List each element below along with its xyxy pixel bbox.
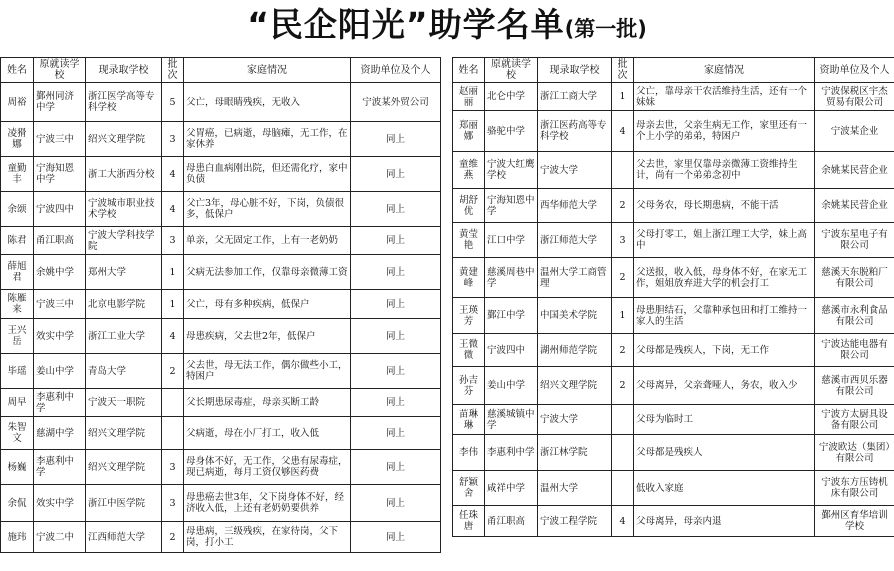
table-row	[1, 522, 441, 553]
cell-orig: 江口中学	[485, 223, 538, 258]
table-row	[453, 405, 894, 435]
cell-sponsor: 慈溪市西贝乐器有限公司	[815, 367, 894, 405]
column-header-name: 姓名	[1, 58, 34, 83]
column-header-batch: 批次	[162, 58, 184, 83]
cell-family: 父亡，母有多种疾病，低保户	[184, 290, 351, 319]
cell-family: 父母离异，母亲内退	[634, 506, 815, 537]
cell-orig: 宁波三中	[34, 122, 86, 157]
cell-admit: 宁波大学	[538, 152, 612, 189]
cell-orig: 慈溪城镇中学	[485, 405, 538, 435]
cell-sponsor: 宁波达能电器有限公司	[815, 334, 894, 367]
cell-batch: 4	[612, 506, 634, 537]
cell-admit: 温州大学	[538, 471, 612, 506]
cell-sponsor: 鄞州区育华培训学校	[815, 506, 894, 537]
cell-sponsor: 宁波保税区宇杰贸易有限公司	[815, 83, 894, 111]
table-row	[1, 192, 441, 227]
table-row	[453, 152, 894, 189]
document-title	[0, 0, 894, 54]
cell-sponsor: 同上	[351, 485, 441, 522]
cell-name: 施玮	[1, 522, 34, 553]
cell-orig: 姜山中学	[34, 354, 86, 389]
right-table	[452, 57, 894, 537]
cell-family: 父病无法参加工作，仅靠母亲微薄工资	[184, 255, 351, 290]
column-header-sponsor: 资助单位及个人	[815, 58, 894, 83]
column-header-family: 家庭情况	[634, 58, 815, 83]
cell-orig: 宁波四中	[485, 334, 538, 367]
cell-sponsor: 同上	[351, 354, 441, 389]
cell-family: 母身体不好，无工作，父患有尿毒症，现已病逝，每月工资仅够医药费	[184, 450, 351, 485]
cell-family: 父亡，靠母亲干农活维持生活，还有一个妹妹	[634, 83, 815, 111]
cell-admit: 西华师范大学	[538, 189, 612, 223]
cell-sponsor: 宁波欧达（集团）有限公司	[815, 435, 894, 471]
cell-admit: 浙江中医学院	[86, 485, 162, 522]
cell-name: 胡舒优	[453, 189, 485, 223]
cell-name: 童维燕	[453, 152, 485, 189]
table-row	[453, 83, 894, 111]
cell-batch: 3	[162, 450, 184, 485]
cell-batch: 4	[162, 192, 184, 227]
cell-orig: 效实中学	[34, 485, 86, 522]
cell-admit: 绍兴文理学院	[538, 367, 612, 405]
table-row	[453, 189, 894, 223]
cell-orig: 李惠利中学	[34, 450, 86, 485]
table-row	[1, 319, 441, 354]
cell-orig: 骆驼中学	[485, 111, 538, 152]
table-row	[1, 157, 441, 192]
cell-name: 舒颖舍	[453, 471, 485, 506]
column-header-name: 姓名	[453, 58, 485, 83]
cell-batch: 3	[612, 223, 634, 258]
cell-name: 余颂	[1, 192, 34, 227]
cell-admit: 绍兴文理学院	[86, 122, 162, 157]
cell-family: 父母离异，父亲聋哑人，务农，收入少	[634, 367, 815, 405]
cell-admit: 绍兴文理学院	[86, 417, 162, 450]
cell-family: 父病逝，母在小厂打工，收入低	[184, 417, 351, 450]
cell-admit: 宁波工程学院	[538, 506, 612, 537]
cell-batch	[162, 389, 184, 417]
cell-name: 余侃	[1, 485, 34, 522]
cell-admit: 温州大学工商管理	[538, 258, 612, 298]
cell-orig: 宁波二中	[34, 522, 86, 553]
cell-name: 陈雁来	[1, 290, 34, 319]
table-row	[453, 223, 894, 258]
table-row	[453, 435, 894, 471]
cell-admit: 浙工大浙西分校	[86, 157, 162, 192]
column-header-admit: 现录取学校	[86, 58, 162, 83]
cell-name: 薛旭君	[1, 255, 34, 290]
cell-sponsor: 慈溪天东脱粕厂有限公司	[815, 258, 894, 298]
cell-sponsor: 同上	[351, 389, 441, 417]
cell-name: 郑丽娜	[453, 111, 485, 152]
cell-admit: 浙江工业大学	[86, 319, 162, 354]
cell-admit: 浙江师范大学	[538, 223, 612, 258]
cell-name: 周早	[1, 389, 34, 417]
cell-sponsor: 同上	[351, 122, 441, 157]
cell-name: 苗琳琳	[453, 405, 485, 435]
cell-admit: 中国美术学院	[538, 298, 612, 334]
cell-orig: 鄞州同济中学	[34, 83, 86, 122]
cell-sponsor: 余姚某民营企业	[815, 189, 894, 223]
cell-batch: 2	[612, 334, 634, 367]
cell-family: 父亡3年，母心脏不好，下岗，负债很多，低保户	[184, 192, 351, 227]
cell-batch: 4	[612, 111, 634, 152]
cell-name: 童勤丰	[1, 157, 34, 192]
cell-batch: 2	[162, 354, 184, 389]
cell-orig: 宁波四中	[34, 192, 86, 227]
cell-batch	[612, 405, 634, 435]
cell-orig: 姜山中学	[485, 367, 538, 405]
cell-family: 父去世，母无法工作，偶尔做些小工，特困户	[184, 354, 351, 389]
cell-sponsor: 同上	[351, 417, 441, 450]
cell-admit: 宁波大学	[538, 405, 612, 435]
cell-name: 陈君	[1, 227, 34, 255]
left-table	[0, 57, 441, 553]
cell-sponsor: 宁波某外贸公司	[351, 83, 441, 122]
cell-batch	[612, 471, 634, 506]
cell-orig: 余姚中学	[34, 255, 86, 290]
table-row	[1, 255, 441, 290]
cell-name: 杨巍	[1, 450, 34, 485]
cell-name: 王兴岳	[1, 319, 34, 354]
table-row	[453, 258, 894, 298]
cell-batch: 1	[612, 298, 634, 334]
column-header-batch: 批次	[612, 58, 634, 83]
cell-family: 父母都是残疾人	[634, 435, 815, 471]
table-row	[1, 417, 441, 450]
cell-admit: 宁波城市职业技术学校	[86, 192, 162, 227]
cell-family: 父母都是残疾人，下岗，无工作	[634, 334, 815, 367]
table-row	[1, 83, 441, 122]
cell-batch: 4	[162, 319, 184, 354]
cell-admit: 江西师范大学	[86, 522, 162, 553]
cell-batch: 4	[162, 157, 184, 192]
cell-sponsor: 同上	[351, 192, 441, 227]
cell-orig: 宁海知恩中学	[34, 157, 86, 192]
cell-admit: 浙江工商大学	[538, 83, 612, 111]
cell-batch: 2	[162, 522, 184, 553]
cell-family: 父去世，家里仅靠母亲微薄工资维持生计，尚有一个弟弟念初中	[634, 152, 815, 189]
cell-family: 母患病，三级残疾，在家待岗，父下岗，打小工	[184, 522, 351, 553]
cell-family: 父母打零工，姐上浙江理工大学，妹上高中	[634, 223, 815, 258]
cell-batch: 2	[612, 258, 634, 298]
cell-sponsor: 同上	[351, 450, 441, 485]
cell-family: 父胃癌，已病逝，母脑瘫，无工作，在家休养	[184, 122, 351, 157]
cell-name: 王微微	[453, 334, 485, 367]
cell-admit: 北京电影学院	[86, 290, 162, 319]
table-row	[453, 111, 894, 152]
cell-family: 父送报，收入低，母身体不好，在家无工作，姐姐放弃进大学的机会打工	[634, 258, 815, 298]
cell-sponsor: 宁波某企业	[815, 111, 894, 152]
cell-batch	[612, 152, 634, 189]
cell-sponsor: 慈溪市永利食品有限公司	[815, 298, 894, 334]
cell-batch: 1	[162, 290, 184, 319]
table-row	[1, 122, 441, 157]
column-header-admit: 现录取学校	[538, 58, 612, 83]
cell-batch: 1	[612, 83, 634, 111]
cell-sponsor: 同上	[351, 522, 441, 553]
cell-orig: 咸祥中学	[485, 471, 538, 506]
table-row	[1, 354, 441, 389]
cell-name: 任珠唐	[453, 506, 485, 537]
cell-admit: 浙江医药高等专科学校	[538, 111, 612, 152]
table-row	[1, 485, 441, 522]
cell-admit: 郑州大学	[86, 255, 162, 290]
cell-name: 王瑛芳	[453, 298, 485, 334]
cell-name: 李伟	[453, 435, 485, 471]
title-main: “民企阳光”助学名单	[247, 5, 565, 44]
cell-sponsor: 同上	[351, 255, 441, 290]
column-header-orig: 原就读学校	[34, 58, 86, 83]
cell-batch: 3	[162, 227, 184, 255]
cell-sponsor: 同上	[351, 319, 441, 354]
cell-admit: 浙江医学高等专科学校	[86, 83, 162, 122]
cell-batch: 2	[612, 189, 634, 223]
cell-orig: 慈湖中学	[34, 417, 86, 450]
cell-orig: 效实中学	[34, 319, 86, 354]
cell-orig: 宁波三中	[34, 290, 86, 319]
cell-orig: 北仑中学	[485, 83, 538, 111]
cell-family: 父亡，母眼睛残疾，无收入	[184, 83, 351, 122]
cell-name: 周裕	[1, 83, 34, 122]
cell-orig: 宁波大红鹰学校	[485, 152, 538, 189]
cell-admit: 湖州师范学院	[538, 334, 612, 367]
cell-family: 母患白血病刚出院，但还需化疗，家中负债	[184, 157, 351, 192]
table-row	[453, 334, 894, 367]
cell-sponsor: 同上	[351, 227, 441, 255]
table-row	[1, 290, 441, 319]
table-row	[453, 367, 894, 405]
cell-sponsor: 宁波东星电子有限公司	[815, 223, 894, 258]
cell-admit: 宁波天一职院	[86, 389, 162, 417]
table-row	[1, 389, 441, 417]
cell-batch: 3	[162, 485, 184, 522]
cell-family: 低收入家庭	[634, 471, 815, 506]
cell-family: 母患癌去世3年，父下岗身体不好，经济收入低，上还有老奶奶要供养	[184, 485, 351, 522]
cell-name: 赵丽丽	[453, 83, 485, 111]
column-header-family: 家庭情况	[184, 58, 351, 83]
cell-batch: 2	[612, 367, 634, 405]
cell-admit: 青岛大学	[86, 354, 162, 389]
cell-name: 黄莹艳	[453, 223, 485, 258]
cell-sponsor: 宁波东方压铸机床有限公司	[815, 471, 894, 506]
cell-orig: 鄞江中学	[485, 298, 538, 334]
cell-admit: 绍兴文理学院	[86, 450, 162, 485]
cell-family: 父长期患尿毒症，母亲买断工龄	[184, 389, 351, 417]
cell-orig: 甬江职高	[34, 227, 86, 255]
cell-admit: 宁波大学科技学院	[86, 227, 162, 255]
cell-name: 孙吉芬	[453, 367, 485, 405]
cell-orig: 李惠利中学	[34, 389, 86, 417]
column-header-orig: 原就读学校	[485, 58, 538, 83]
cell-orig: 甬江职高	[485, 506, 538, 537]
cell-family: 母患胆结石，父靠种承包田和打工维持一家人的生活	[634, 298, 815, 334]
cell-sponsor: 宁波方太厨具设备有限公司	[815, 405, 894, 435]
cell-name: 毕瑶	[1, 354, 34, 389]
cell-name: 凌猾娜	[1, 122, 34, 157]
cell-family: 母患疾病，父去世2年，低保户	[184, 319, 351, 354]
cell-sponsor: 同上	[351, 290, 441, 319]
table-row	[453, 471, 894, 506]
cell-orig: 慈溪周巷中学	[485, 258, 538, 298]
column-header-sponsor: 资助单位及个人	[351, 58, 441, 83]
table-row	[1, 450, 441, 485]
cell-batch: 1	[162, 255, 184, 290]
cell-sponsor: 余姚某民营企业	[815, 152, 894, 189]
cell-family: 父母务农，母长期患病，不能干活	[634, 189, 815, 223]
table-row	[453, 298, 894, 334]
cell-name: 朱智文	[1, 417, 34, 450]
cell-batch: 3	[162, 122, 184, 157]
cell-batch	[612, 435, 634, 471]
title-sub: (第一批)	[564, 17, 647, 41]
cell-orig: 李惠利中学	[485, 435, 538, 471]
cell-family: 单亲，父无固定工作，上有一老奶奶	[184, 227, 351, 255]
cell-family: 父母为临时工	[634, 405, 815, 435]
cell-name: 黄建峰	[453, 258, 485, 298]
cell-batch: 5	[162, 83, 184, 122]
cell-admit: 浙江林学院	[538, 435, 612, 471]
cell-orig: 宁海知恩中学	[485, 189, 538, 223]
cell-family: 母亲去世，父亲生病无工作，家里还有一个上小学的弟弟，特困户	[634, 111, 815, 152]
cell-batch	[162, 417, 184, 450]
table-row	[1, 227, 441, 255]
cell-sponsor: 同上	[351, 157, 441, 192]
table-row	[453, 506, 894, 537]
